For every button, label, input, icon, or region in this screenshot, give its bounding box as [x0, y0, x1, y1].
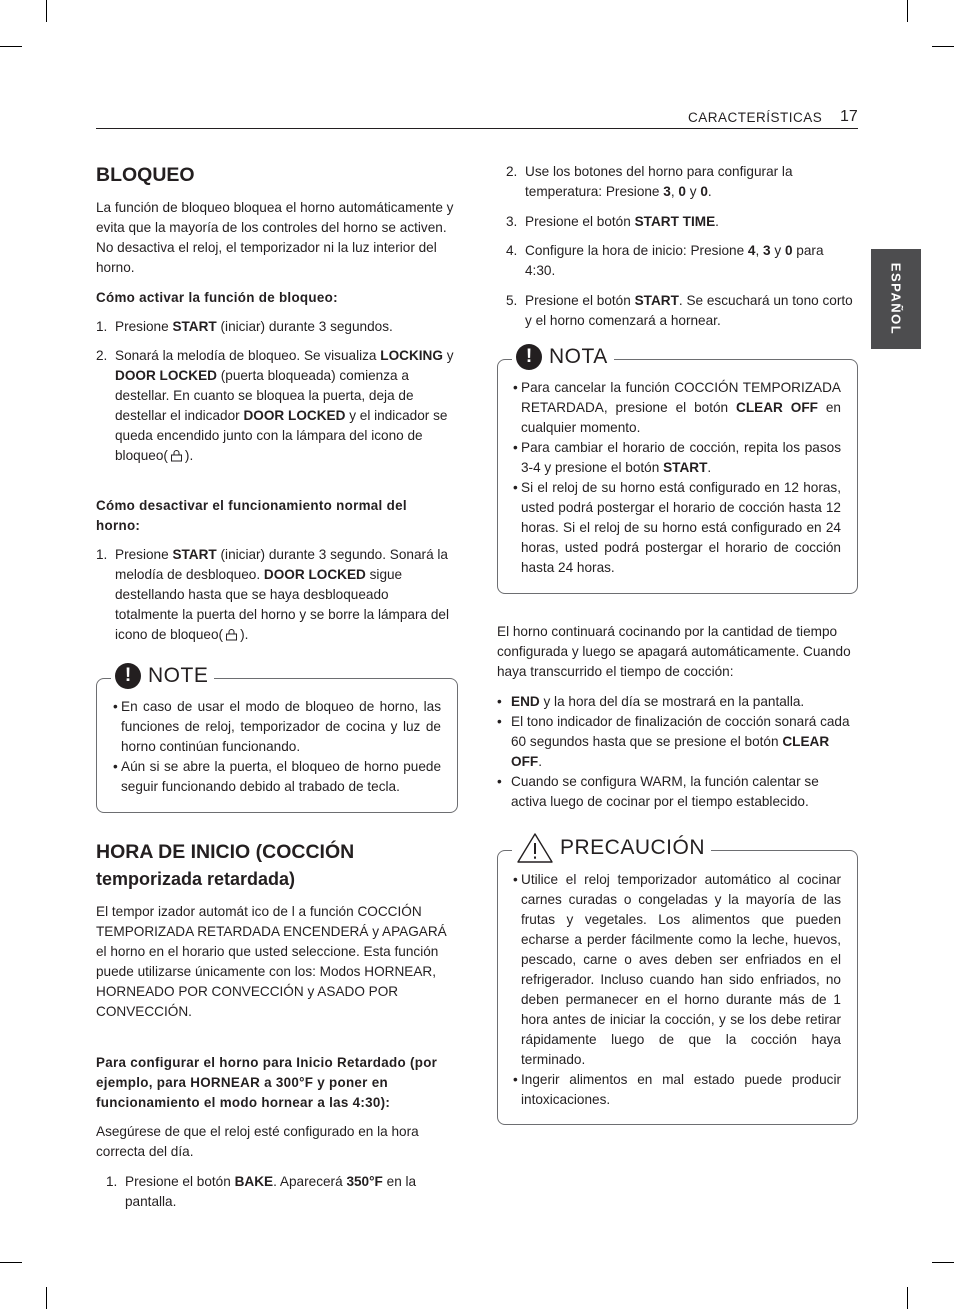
precaucion-box-title: PRECAUCIÓN — [560, 836, 706, 859]
activate-steps — [96, 317, 454, 466]
list-item: • Cuando se configura WARM, la función calentar se activa luego de cocinar por el tiempo establecido. — [497, 772, 855, 812]
crop-mark — [46, 1287, 47, 1309]
left-column — [96, 162, 454, 645]
crop-mark — [0, 1262, 22, 1263]
continuation-intro: El horno continuará cocinando por la cantidad de tiempo configurada y luego se apagará automáticamente. Cuando haya transcurrido el tiempo de cocción: — [497, 624, 851, 679]
note-box-header — [111, 663, 214, 689]
language-tab — [871, 249, 921, 349]
precaucion-box — [497, 836, 858, 1125]
deactivate-steps — [96, 545, 454, 645]
nota-box-body — [513, 378, 841, 578]
crop-mark — [907, 0, 908, 22]
nota-box — [497, 345, 858, 594]
config-steps-1 — [96, 1172, 454, 1212]
list-item: • Aún si se abre la puerta, el bloqueo de horno puede seguir funcionando debido al trabado de tecla. — [113, 757, 441, 797]
list-item: 2. Sonará la melodía de bloqueo. Se visualiza LOCKING y DOOR LOCKED (puerta bloqueada) comienza a destellar. En cuanto se bloquea la puerta, deja de destellar el indicador DOOR LOCKED y el indicador se queda encendido junto con la lámpara del icono de bloqueo( ). — [96, 348, 454, 463]
page-number: 17 — [840, 108, 858, 125]
section-header: CARACTERÍSTICAS — [688, 110, 823, 125]
exclamation-icon: ! — [516, 344, 542, 370]
bloqueo-title: BLOQUEO — [96, 164, 195, 186]
hora-inicio-intro: El tempor izador automát ico de l a función COCCIÓN TEMPORIZADA RETARDADA ENCENDERÁ y APAGARÁ el horno en el horario que usted seleccione. Esta función puede utilizarse únicamente con los: Modos HORNEAR, HORNEADO POR CONVECCIÓN y ASADO POR CONVECCIÓN. — [96, 904, 447, 1019]
list-item: • Ingerir alimentos en mal estado puede producir intoxicaciones. — [513, 1070, 841, 1110]
list-item: 2. Use los botones del horno para configurar la temperatura: Presione 3, 0 y 0. — [506, 164, 793, 199]
list-item: • El tono indicador de finalización de cocción sonará cada 60 segundos hasta que se presione el botón CLEAR OFF. — [497, 712, 855, 772]
list-item: 1. Presione START (iniciar) durante 3 segundo. Sonará la melodía de desbloqueo. DOOR LOCKED sigue destellando hasta que se haya desbloqueado totalmente la puerta del horno y se borre la lámpara del icono de bloqueo( ). — [96, 547, 449, 642]
bloqueo-intro: La función de bloqueo bloquea el horno automáticamente y evita que la mayoría de los controles del horno se activen. No desactiva el reloj, el temporizador ni la luz interior del horno. — [96, 200, 454, 275]
config-steps-2 — [506, 162, 856, 331]
nota-box-title: NOTA — [549, 345, 608, 368]
crop-mark — [907, 1287, 908, 1309]
hora-inicio-title: HORA DE INICIO (COCCIÓN temporizada retardada) — [96, 841, 355, 889]
list-item: • END y la hora del día se mostrará en la pantalla. — [497, 692, 855, 712]
lock-icon — [225, 628, 238, 641]
note-box — [96, 664, 458, 813]
right-column — [506, 162, 856, 331]
deactivate-heading: Cómo desactivar el funcionamiento normal del horno: — [96, 498, 407, 533]
language-tab-label: ESPAÑOL — [888, 262, 904, 336]
list-item: • Si el reloj de su horno está configurado en 12 horas, usted podrá postergar el horario de cocción hasta 12 horas. Si el reloj de su horno está configurado en 24 horas, usted podrá postergar el horario de cocción hasta 24 horas. — [513, 478, 841, 578]
precaucion-box-header — [512, 832, 711, 864]
list-item: • En caso de usar el modo de bloqueo de horno, las funciones de reloj, temporizador de cocina y luz de horno continúan funcionando. — [113, 697, 441, 757]
crop-mark — [932, 46, 954, 47]
crop-mark — [932, 1262, 954, 1263]
activate-heading: Cómo activar la función de bloqueo: — [96, 290, 338, 305]
config-intro: Asegúrese de que el reloj esté configurado en la hora correcta del día. — [96, 1124, 419, 1159]
precaucion-box-body — [513, 870, 841, 1110]
list-item: 1. Presione START (iniciar) durante 3 segundos. — [96, 319, 393, 334]
header-divider — [96, 128, 858, 129]
exclamation-icon: ! — [115, 663, 141, 689]
crop-mark — [0, 46, 22, 47]
list-item: 1. Presione el botón BAKE. Aparecerá 350°F en la pantalla. — [106, 1174, 417, 1209]
crop-mark — [46, 0, 47, 22]
list-item: • Para cancelar la función COCCIÓN TEMPORIZADA RETARDADA, presione el botón CLEAR OFF en cualquier momento. — [513, 378, 841, 438]
list-item: • Para cambiar el horario de cocción, repita los pasos 3-4 y presione el botón START. — [513, 438, 841, 478]
list-item: • Utilice el reloj temporizador automático al cocinar carnes curadas o congeladas y la mayoría de las frutas y vegetales. Los alimentos que pueden echarse a perder fácilmente como la leche, huevos, pescado, carne o aves deben ser enfriados en el refrigerador. Incluso cuando han sido enfriados, no deben permanecer en el horno durante más de 1 hora antes de iniciar la cocción, y se los debe retirar rápidamente luego de que la cocción haya terminado. — [513, 870, 841, 1070]
note-box-body — [113, 697, 441, 797]
lock-icon — [170, 449, 183, 462]
list-item: 4. Configure la hora de inicio: Presione 4, 3 y 0 para 4:30. — [506, 243, 824, 278]
note-box-title: NOTE — [148, 664, 209, 687]
list-item: 5. Presione el botón START. Se escuchará un tono corto y el horno comenzará a hornear. — [506, 293, 853, 328]
hora-inicio-section — [96, 839, 454, 1212]
nota-box-header — [512, 344, 614, 370]
list-item: 3. Presione el botón START TIME. — [506, 214, 719, 229]
config-heading: Para configurar el horno para Inicio Retardado (por ejemplo, para HORNEAR a 300°F y poner en funcionamiento el modo hornear a las 4:30): — [96, 1055, 438, 1110]
continuation-section — [497, 622, 855, 812]
continuation-bullets — [497, 692, 855, 812]
warning-triangle-icon — [516, 832, 554, 864]
